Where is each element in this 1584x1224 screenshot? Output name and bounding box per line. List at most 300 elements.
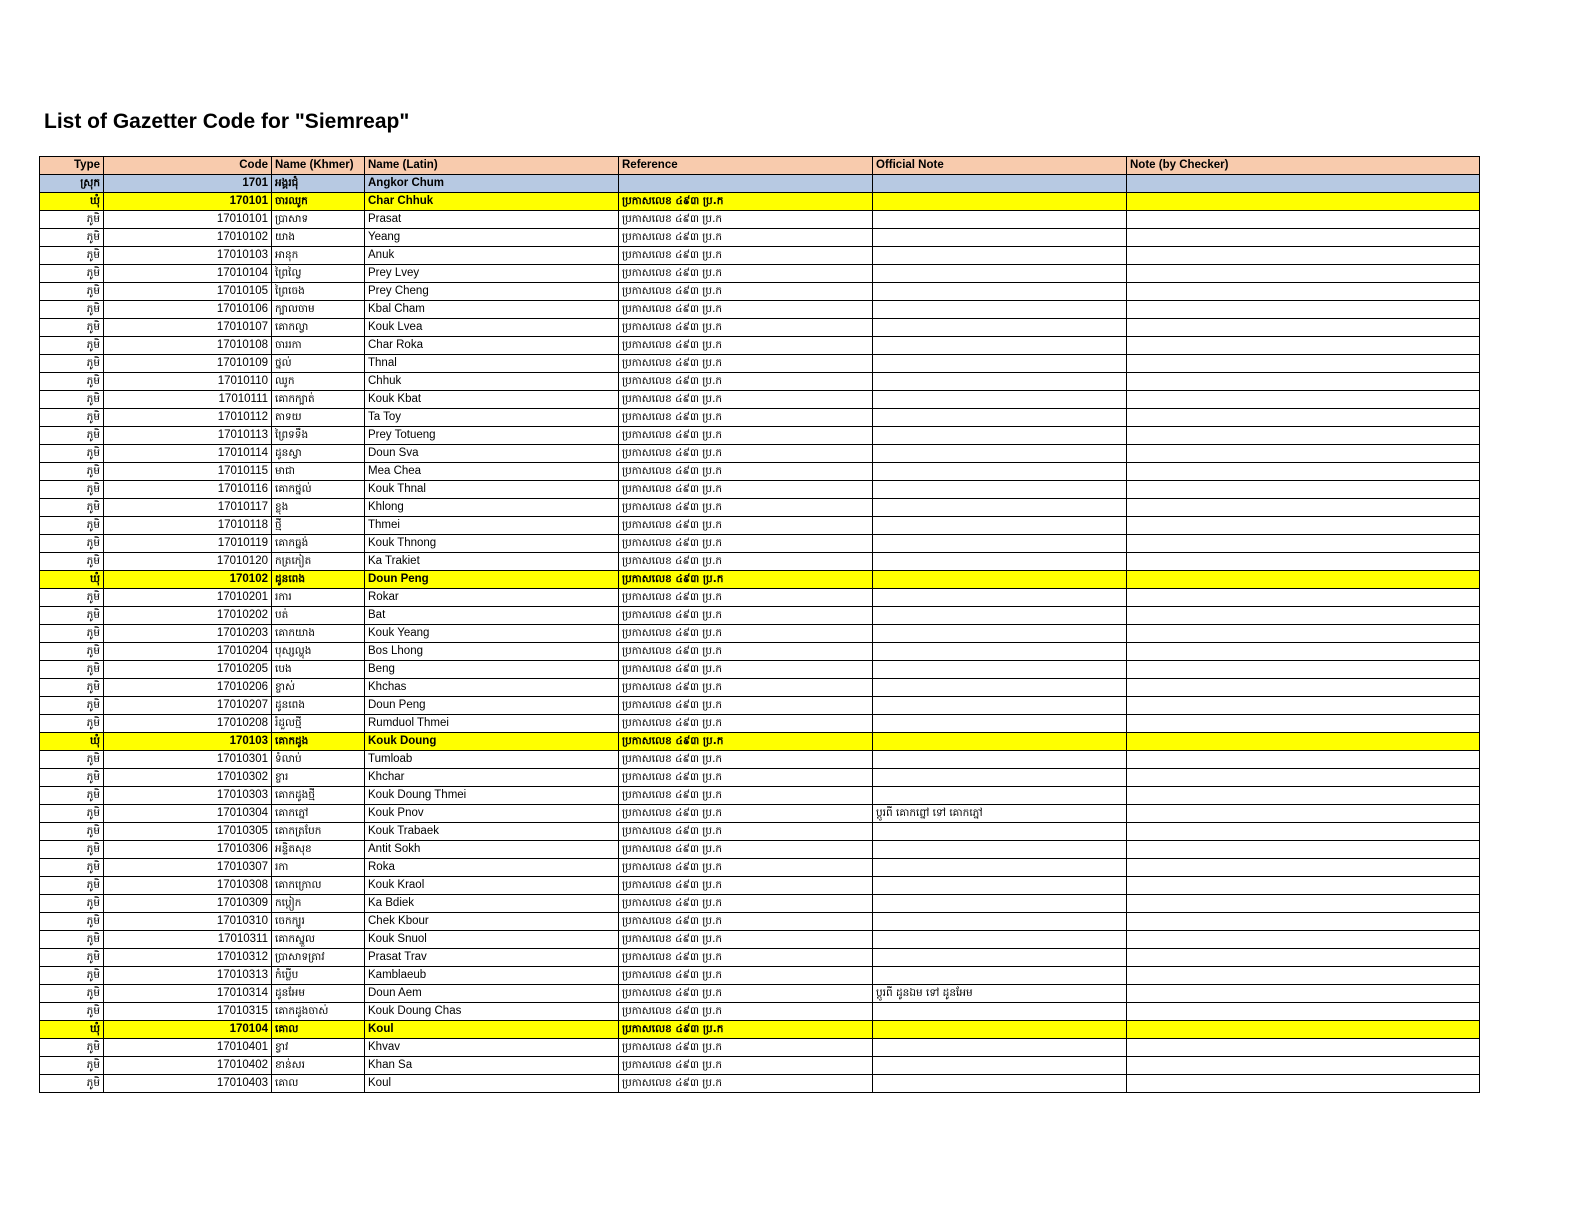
cell-name-khmer: ឈូក [272, 373, 365, 391]
cell-official-note [873, 499, 1127, 517]
cell-type: ភូមិ [40, 229, 104, 247]
cell-type: ភូមិ [40, 211, 104, 229]
table-row [40, 373, 1480, 391]
cell-name-latin: Antit Sokh [365, 841, 619, 859]
cell-official-note [873, 1021, 1127, 1039]
cell-reference [619, 175, 873, 193]
cell-reference: ប្រកាសលេខ ៤៩៣ ប្រ.ក [619, 643, 873, 661]
table-row [40, 355, 1480, 373]
cell-reference: ប្រកាសលេខ ៤៩៣ ប្រ.ក [619, 283, 873, 301]
cell-type: ភូមិ [40, 661, 104, 679]
cell-code: 17010305 [104, 823, 272, 841]
table-row [40, 607, 1480, 625]
cell-name-khmer: ដូនពេង [272, 697, 365, 715]
gazetteer-table [39, 156, 1480, 1093]
cell-reference: ប្រកាសលេខ ៤៩៣ ប្រ.ក [619, 877, 873, 895]
cell-name-latin: Koul [365, 1075, 619, 1093]
table-row [40, 391, 1480, 409]
cell-name-khmer: ចារឈូក [272, 193, 365, 211]
cell-checker-note [1127, 679, 1480, 697]
cell-code: 17010208 [104, 715, 272, 733]
table-row [40, 499, 1480, 517]
cell-code: 17010205 [104, 661, 272, 679]
cell-name-latin: Anuk [365, 247, 619, 265]
cell-official-note [873, 697, 1127, 715]
cell-name-khmer: ខ្ចារ [272, 769, 365, 787]
cell-reference: ប្រកាសលេខ ៤៩៣ ប្រ.ក [619, 679, 873, 697]
table-row [40, 967, 1480, 985]
header-official-note: Official Note [873, 157, 1127, 175]
cell-type: ភូមិ [40, 355, 104, 373]
cell-checker-note [1127, 805, 1480, 823]
cell-name-khmer: បត់ [272, 607, 365, 625]
cell-code: 17010102 [104, 229, 272, 247]
cell-checker-note [1127, 175, 1480, 193]
table-row [40, 175, 1480, 193]
cell-checker-note [1127, 643, 1480, 661]
cell-official-note [873, 193, 1127, 211]
table-row [40, 517, 1480, 535]
cell-checker-note [1127, 787, 1480, 805]
cell-code: 17010117 [104, 499, 272, 517]
cell-reference: ប្រកាសលេខ ៤៩៣ ប្រ.ក [619, 445, 873, 463]
cell-reference: ប្រកាសលេខ ៤៩៣ ប្រ.ក [619, 319, 873, 337]
cell-official-note [873, 751, 1127, 769]
cell-name-khmer: ខ្ចាស់ [272, 679, 365, 697]
cell-code: 17010110 [104, 373, 272, 391]
cell-reference: ប្រកាសលេខ ៤៩៣ ប្រ.ក [619, 499, 873, 517]
cell-checker-note [1127, 967, 1480, 985]
table-row [40, 409, 1480, 427]
cell-type: ភូមិ [40, 301, 104, 319]
cell-name-latin: Rokar [365, 589, 619, 607]
cell-name-latin: Mea Chea [365, 463, 619, 481]
cell-code: 17010108 [104, 337, 272, 355]
cell-official-note [873, 337, 1127, 355]
cell-type: ភូមិ [40, 841, 104, 859]
cell-type: ភូមិ [40, 877, 104, 895]
cell-reference: ប្រកាសលេខ ៤៩៣ ប្រ.ក [619, 463, 873, 481]
cell-name-khmer: អន្ទិតសុខ [272, 841, 365, 859]
table-row [40, 787, 1480, 805]
table-row [40, 679, 1480, 697]
table-row [40, 859, 1480, 877]
cell-name-latin: Khlong [365, 499, 619, 517]
cell-type: ភូមិ [40, 283, 104, 301]
cell-checker-note [1127, 589, 1480, 607]
table-row [40, 193, 1480, 211]
cell-name-latin: Kouk Pnov [365, 805, 619, 823]
table-row [40, 985, 1480, 1003]
cell-code: 17010308 [104, 877, 272, 895]
cell-name-latin: Khchas [365, 679, 619, 697]
cell-reference: ប្រកាសលេខ ៤៩៣ ប្រ.ក [619, 715, 873, 733]
cell-reference: ប្រកាសលេខ ៤៩៣ ប្រ.ក [619, 859, 873, 877]
cell-reference: ប្រកាសលេខ ៤៩៣ ប្រ.ក [619, 625, 873, 643]
cell-official-note [873, 877, 1127, 895]
cell-type: ភូមិ [40, 481, 104, 499]
cell-reference: ប្រកាសលេខ ៤៩៣ ប្រ.ក [619, 247, 873, 265]
cell-code: 17010115 [104, 463, 272, 481]
cell-type: ភូមិ [40, 715, 104, 733]
cell-official-note [873, 535, 1127, 553]
cell-name-khmer: ខ្វាវ [272, 1039, 365, 1057]
cell-code: 17010114 [104, 445, 272, 463]
cell-reference: ប្រកាសលេខ ៤៩៣ ប្រ.ក [619, 1021, 873, 1039]
cell-type: ភូមិ [40, 859, 104, 877]
table-row [40, 535, 1480, 553]
cell-checker-note [1127, 211, 1480, 229]
cell-checker-note [1127, 607, 1480, 625]
header-reference: Reference [619, 157, 873, 175]
cell-checker-note [1127, 427, 1480, 445]
cell-checker-note [1127, 625, 1480, 643]
cell-code: 17010106 [104, 301, 272, 319]
table-row [40, 1039, 1480, 1057]
cell-reference: ប្រកាសលេខ ៤៩៣ ប្រ.ក [619, 211, 873, 229]
cell-checker-note [1127, 301, 1480, 319]
cell-name-khmer: គោកក្រោល [272, 877, 365, 895]
cell-official-note [873, 679, 1127, 697]
table-row [40, 283, 1480, 301]
cell-name-khmer: គោល [272, 1075, 365, 1093]
cell-name-khmer: រំដួលថ្មី [272, 715, 365, 733]
cell-name-khmer: ខាន់សរ [272, 1057, 365, 1075]
cell-type: ភូមិ [40, 787, 104, 805]
cell-type: ភូមិ [40, 1075, 104, 1093]
cell-name-latin: Angkor Chum [365, 175, 619, 193]
cell-checker-note [1127, 319, 1480, 337]
cell-name-khmer: ខ្លុង [272, 499, 365, 517]
header-row [40, 157, 1480, 175]
cell-name-khmer: គោកធ្នង់ [272, 535, 365, 553]
cell-official-note [873, 1039, 1127, 1057]
cell-name-khmer: គោកក្បាត់ [272, 391, 365, 409]
cell-official-note [873, 553, 1127, 571]
cell-code: 17010119 [104, 535, 272, 553]
cell-name-latin: Kouk Kraol [365, 877, 619, 895]
table-row [40, 265, 1480, 283]
cell-official-note [873, 733, 1127, 751]
table-row [40, 913, 1480, 931]
cell-checker-note [1127, 337, 1480, 355]
header-name-latin: Name (Latin) [365, 157, 619, 175]
cell-checker-note [1127, 1021, 1480, 1039]
cell-official-note [873, 859, 1127, 877]
cell-official-note [873, 823, 1127, 841]
table-row [40, 643, 1480, 661]
cell-checker-note [1127, 517, 1480, 535]
cell-checker-note [1127, 355, 1480, 373]
cell-name-latin: Roka [365, 859, 619, 877]
cell-official-note [873, 949, 1127, 967]
cell-reference: ប្រកាសលេខ ៤៩៣ ប្រ.ក [619, 535, 873, 553]
cell-reference: ប្រកាសលេខ ៤៩៣ ប្រ.ក [619, 355, 873, 373]
cell-reference: ប្រកាសលេខ ៤៩៣ ប្រ.ក [619, 409, 873, 427]
cell-official-note [873, 283, 1127, 301]
cell-official-note [873, 319, 1127, 337]
cell-name-latin: Kouk Trabaek [365, 823, 619, 841]
cell-name-latin: Ka Bdiek [365, 895, 619, 913]
cell-name-khmer: កប្ដៀក [272, 895, 365, 913]
cell-name-khmer: ទំលាប់ [272, 751, 365, 769]
cell-code: 17010116 [104, 481, 272, 499]
cell-type: ឃុំ [40, 1021, 104, 1039]
cell-name-khmer: ដូនស្វា [272, 445, 365, 463]
cell-name-latin: Beng [365, 661, 619, 679]
cell-code: 170104 [104, 1021, 272, 1039]
cell-name-khmer: បុស្សល្ហុង [272, 643, 365, 661]
cell-code: 17010109 [104, 355, 272, 373]
cell-code: 170101 [104, 193, 272, 211]
cell-reference: ប្រកាសលេខ ៤៩៣ ប្រ.ក [619, 265, 873, 283]
cell-reference: ប្រកាសលេខ ៤៩៣ ប្រ.ក [619, 733, 873, 751]
cell-name-khmer: គោកថ្នល់ [272, 481, 365, 499]
cell-name-khmer: រការ [272, 589, 365, 607]
cell-checker-note [1127, 823, 1480, 841]
table-row [40, 715, 1480, 733]
cell-code: 17010402 [104, 1057, 272, 1075]
table-row [40, 463, 1480, 481]
cell-checker-note [1127, 715, 1480, 733]
table-row [40, 931, 1480, 949]
cell-official-note [873, 895, 1127, 913]
table-row [40, 229, 1480, 247]
cell-name-latin: Ta Toy [365, 409, 619, 427]
cell-name-latin: Koul [365, 1021, 619, 1039]
cell-official-note [873, 409, 1127, 427]
cell-reference: ប្រកាសលេខ ៤៩៣ ប្រ.ក [619, 193, 873, 211]
cell-checker-note [1127, 733, 1480, 751]
cell-official-note [873, 229, 1127, 247]
cell-official-note [873, 175, 1127, 193]
cell-reference: ប្រកាសលេខ ៤៩៣ ប្រ.ក [619, 1057, 873, 1075]
cell-reference: ប្រកាសលេខ ៤៩៣ ប្រ.ក [619, 391, 873, 409]
cell-name-latin: Khchar [365, 769, 619, 787]
cell-checker-note [1127, 553, 1480, 571]
cell-name-latin: Ka Trakiet [365, 553, 619, 571]
cell-checker-note [1127, 877, 1480, 895]
table-body [40, 175, 1480, 1093]
cell-code: 170103 [104, 733, 272, 751]
cell-code: 17010113 [104, 427, 272, 445]
cell-code: 17010302 [104, 769, 272, 787]
cell-reference: ប្រកាសលេខ ៤៩៣ ប្រ.ក [619, 337, 873, 355]
cell-checker-note [1127, 265, 1480, 283]
cell-type: ភូមិ [40, 247, 104, 265]
cell-official-note [873, 607, 1127, 625]
cell-name-khmer: គោកភ្នៅ [272, 805, 365, 823]
cell-name-latin: Prey Cheng [365, 283, 619, 301]
cell-checker-note [1127, 841, 1480, 859]
cell-code: 17010120 [104, 553, 272, 571]
table-row [40, 949, 1480, 967]
cell-type: ភូមិ [40, 769, 104, 787]
cell-name-khmer: គោកដូងថ្មី [272, 787, 365, 805]
cell-checker-note [1127, 1039, 1480, 1057]
cell-official-note [873, 967, 1127, 985]
cell-code: 17010301 [104, 751, 272, 769]
cell-official-note [873, 427, 1127, 445]
cell-type: ឃុំ [40, 571, 104, 589]
cell-type: ឃុំ [40, 733, 104, 751]
table-row [40, 481, 1480, 499]
cell-name-latin: Bos Lhong [365, 643, 619, 661]
cell-checker-note [1127, 463, 1480, 481]
cell-name-khmer: គោកយាង [272, 625, 365, 643]
cell-name-khmer: ប្រាសាទត្រាវ [272, 949, 365, 967]
cell-official-note [873, 463, 1127, 481]
cell-checker-note [1127, 499, 1480, 517]
cell-name-latin: Prey Totueng [365, 427, 619, 445]
cell-type: ភូមិ [40, 373, 104, 391]
cell-official-note [873, 787, 1127, 805]
cell-official-note [873, 841, 1127, 859]
cell-name-latin: Yeang [365, 229, 619, 247]
cell-name-khmer: ព្រៃទទឹង [272, 427, 365, 445]
cell-checker-note [1127, 769, 1480, 787]
cell-type: ភូមិ [40, 463, 104, 481]
cell-reference: ប្រកាសលេខ ៤៩៣ ប្រ.ក [619, 553, 873, 571]
cell-code: 17010306 [104, 841, 272, 859]
cell-reference: ប្រកាសលេខ ៤៩៣ ប្រ.ក [619, 481, 873, 499]
cell-checker-note [1127, 913, 1480, 931]
cell-checker-note [1127, 373, 1480, 391]
cell-name-latin: Kouk Kbat [365, 391, 619, 409]
table-row [40, 301, 1480, 319]
cell-checker-note [1127, 481, 1480, 499]
cell-reference: ប្រកាសលេខ ៤៩៣ ប្រ.ក [619, 607, 873, 625]
cell-reference: ប្រកាសលេខ ៤៩៣ ប្រ.ក [619, 1003, 873, 1021]
table-row [40, 823, 1480, 841]
cell-name-latin: Thmei [365, 517, 619, 535]
cell-name-latin: Char Chhuk [365, 193, 619, 211]
cell-type: ភូមិ [40, 1003, 104, 1021]
cell-name-latin: Kouk Doung Chas [365, 1003, 619, 1021]
cell-code: 17010105 [104, 283, 272, 301]
table-row [40, 697, 1480, 715]
cell-code: 17010204 [104, 643, 272, 661]
cell-type: ភូមិ [40, 679, 104, 697]
cell-reference: ប្រកាសលេខ ៤៩៣ ប្រ.ក [619, 571, 873, 589]
cell-reference: ប្រកាសលេខ ៤៩៣ ប្រ.ក [619, 895, 873, 913]
cell-type: ភូមិ [40, 265, 104, 283]
cell-name-latin: Khvav [365, 1039, 619, 1057]
cell-checker-note [1127, 895, 1480, 913]
cell-name-latin: Char Roka [365, 337, 619, 355]
cell-code: 17010207 [104, 697, 272, 715]
cell-name-khmer: ដូនពេង [272, 571, 365, 589]
cell-name-latin: Bat [365, 607, 619, 625]
cell-type: ភូមិ [40, 1039, 104, 1057]
cell-official-note [873, 517, 1127, 535]
cell-type: ភូមិ [40, 625, 104, 643]
cell-type: ភូមិ [40, 823, 104, 841]
table-row [40, 1057, 1480, 1075]
cell-code: 17010312 [104, 949, 272, 967]
cell-checker-note [1127, 283, 1480, 301]
table-row [40, 427, 1480, 445]
cell-type: ភូមិ [40, 409, 104, 427]
cell-checker-note [1127, 1003, 1480, 1021]
cell-name-khmer: ថ្មី [272, 517, 365, 535]
cell-name-latin: Prey Lvey [365, 265, 619, 283]
cell-name-latin: Thnal [365, 355, 619, 373]
cell-code: 17010206 [104, 679, 272, 697]
cell-official-note [873, 301, 1127, 319]
header-checker-note: Note (by Checker) [1127, 157, 1480, 175]
cell-name-latin: Prasat Trav [365, 949, 619, 967]
cell-code: 17010310 [104, 913, 272, 931]
cell-name-latin: Doun Aem [365, 985, 619, 1003]
cell-name-khmer: ព្រៃល្វៃ [272, 265, 365, 283]
cell-official-note [873, 715, 1127, 733]
cell-checker-note [1127, 229, 1480, 247]
cell-code: 17010202 [104, 607, 272, 625]
cell-reference: ប្រកាសលេខ ៤៩៣ ប្រ.ក [619, 949, 873, 967]
table-row [40, 247, 1480, 265]
cell-type: ភូមិ [40, 391, 104, 409]
cell-reference: ប្រកាសលេខ ៤៩៣ ប្រ.ក [619, 967, 873, 985]
cell-name-latin: Kouk Thnal [365, 481, 619, 499]
cell-checker-note [1127, 391, 1480, 409]
table-row [40, 733, 1480, 751]
cell-official-note [873, 1075, 1127, 1093]
cell-reference: ប្រកាសលេខ ៤៩៣ ប្រ.ក [619, 931, 873, 949]
cell-official-note [873, 481, 1127, 499]
table-row [40, 553, 1480, 571]
cell-type: ភូមិ [40, 517, 104, 535]
cell-name-latin: Rumduol Thmei [365, 715, 619, 733]
cell-name-khmer: យាង [272, 229, 365, 247]
cell-name-khmer: ព្រៃចេង [272, 283, 365, 301]
cell-name-khmer: គោល [272, 1021, 365, 1039]
cell-code: 17010103 [104, 247, 272, 265]
cell-type: ភូមិ [40, 1057, 104, 1075]
cell-official-note [873, 445, 1127, 463]
cell-name-khmer: កត្រកៀត [272, 553, 365, 571]
cell-name-latin: Tumloab [365, 751, 619, 769]
header-code: Code [104, 157, 272, 175]
cell-code: 17010104 [104, 265, 272, 283]
cell-official-note [873, 625, 1127, 643]
cell-type: ភូមិ [40, 607, 104, 625]
cell-type: ភូមិ [40, 427, 104, 445]
page-title: List of Gazetter Code for "Siemreap" [44, 110, 410, 133]
cell-name-khmer: កំប្លើប [272, 967, 365, 985]
cell-type: ភូមិ [40, 931, 104, 949]
cell-name-latin: Doun Sva [365, 445, 619, 463]
table-row [40, 751, 1480, 769]
cell-checker-note [1127, 1057, 1480, 1075]
table-row [40, 805, 1480, 823]
cell-code: 17010307 [104, 859, 272, 877]
cell-checker-note [1127, 949, 1480, 967]
cell-name-latin: Kbal Cham [365, 301, 619, 319]
cell-name-latin: Prasat [365, 211, 619, 229]
table-row [40, 337, 1480, 355]
cell-name-latin: Kouk Lvea [365, 319, 619, 337]
cell-name-khmer: តាទយ [272, 409, 365, 427]
cell-type: ភូមិ [40, 319, 104, 337]
cell-name-khmer: ចាររកា [272, 337, 365, 355]
cell-type: ភូមិ [40, 949, 104, 967]
cell-official-note [873, 931, 1127, 949]
cell-official-note [873, 661, 1127, 679]
cell-code: 17010401 [104, 1039, 272, 1057]
cell-reference: ប្រកាសលេខ ៤៩៣ ប្រ.ក [619, 1075, 873, 1093]
cell-name-latin: Kouk Doung [365, 733, 619, 751]
